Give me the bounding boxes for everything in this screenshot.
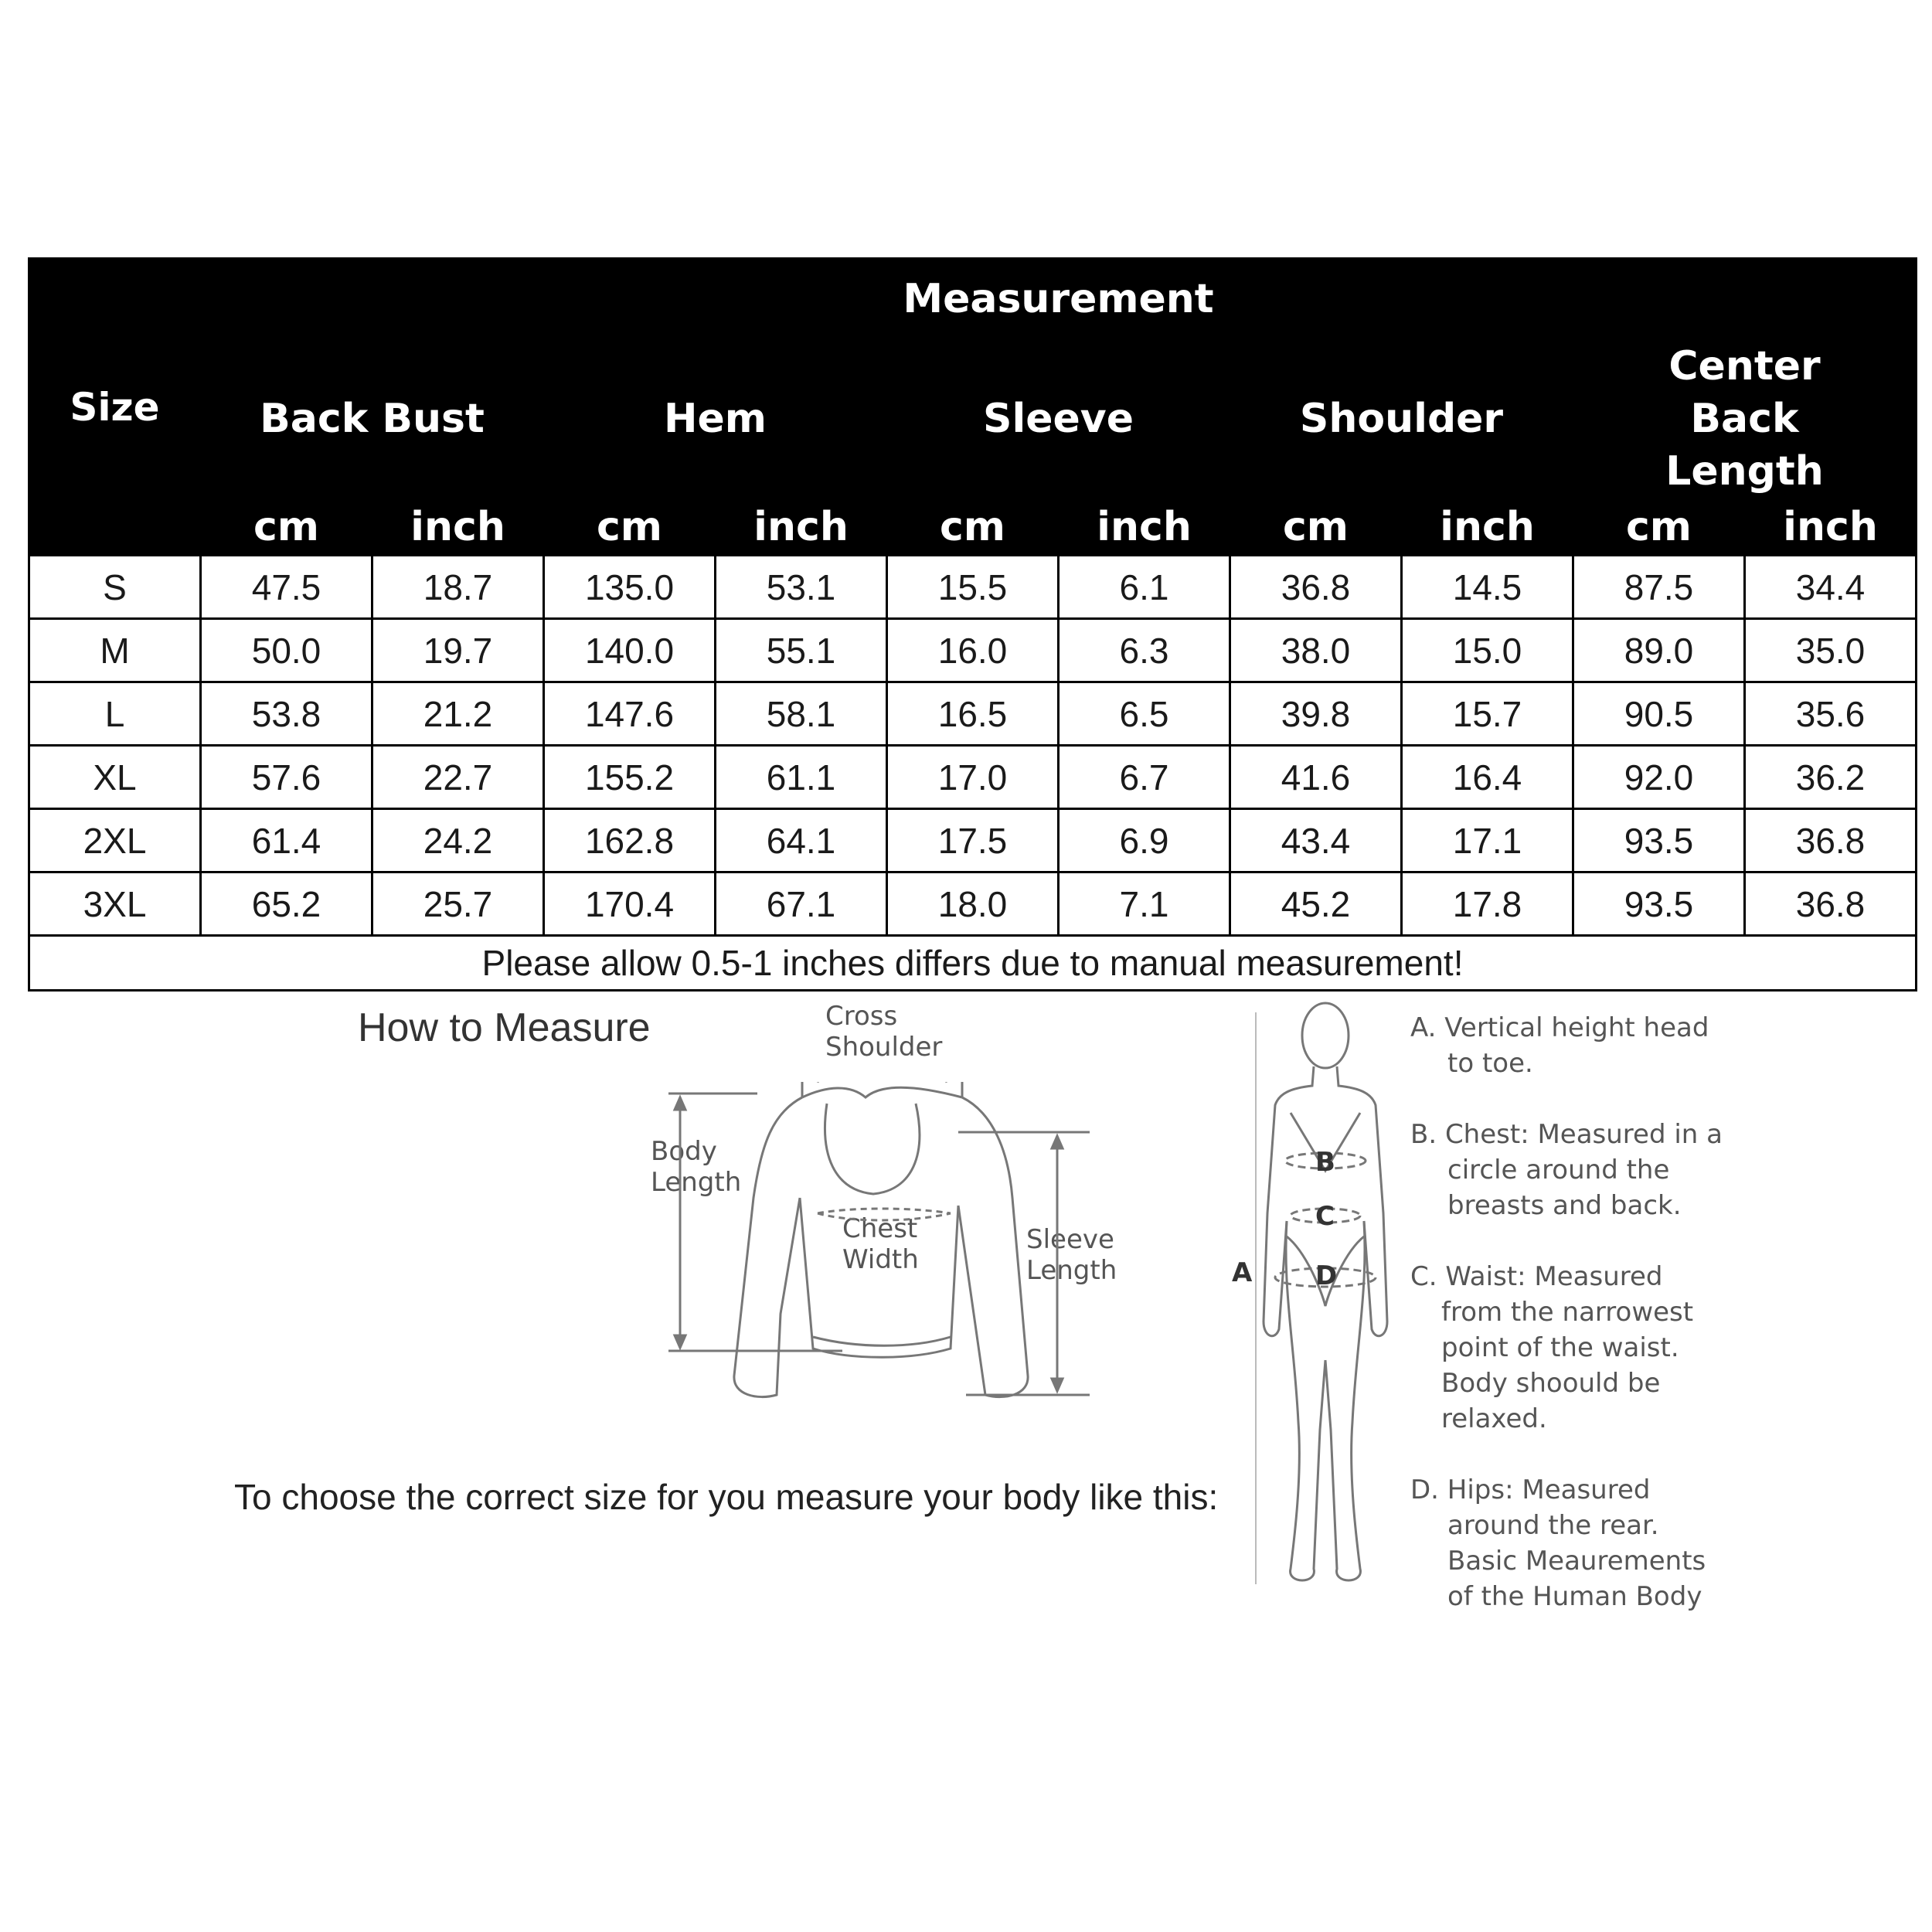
note-d-line: D. Hips: Measured [1410, 1475, 1651, 1505]
unit-inch: inch [1745, 499, 1917, 556]
value-cell: 17.5 [887, 809, 1059, 872]
body-length-label-line1: Body [651, 1136, 717, 1167]
cross-shoulder-label [825, 1001, 942, 1063]
note-b-line: B. Chest: Measured in a [1410, 1119, 1723, 1150]
value-cell: 7.1 [1059, 872, 1230, 936]
shoulder-header: Shoulder [1230, 339, 1573, 499]
note-b [1410, 1117, 1723, 1223]
table-row [29, 682, 1917, 746]
value-cell: 39.8 [1230, 682, 1402, 746]
unit-cm: cm [887, 499, 1059, 556]
value-cell: 64.1 [716, 809, 887, 872]
value-cell: 38.0 [1230, 619, 1402, 682]
value-cell: 53.8 [201, 682, 372, 746]
sleeve-length-label-line2: Length [1026, 1255, 1117, 1286]
value-cell: 6.9 [1059, 809, 1230, 872]
value-cell: 17.1 [1402, 809, 1573, 872]
value-cell: 35.6 [1745, 682, 1917, 746]
value-cell: 45.2 [1230, 872, 1402, 936]
label-a: A [1232, 1257, 1253, 1288]
value-cell: 92.0 [1573, 746, 1745, 809]
table-row [29, 809, 1917, 872]
value-cell: 67.1 [716, 872, 887, 936]
measurement-header: Measurement [201, 259, 1917, 339]
value-cell: 34.4 [1745, 556, 1917, 619]
value-cell: 170.4 [544, 872, 716, 936]
note-d-line: Basic Meaurements [1447, 1546, 1706, 1577]
back-bust-header: Back Bust [201, 339, 544, 499]
sleeve-header: Sleeve [887, 339, 1230, 499]
center-back-length-label: Center Back Length [1665, 343, 1824, 495]
note-c-line: from the narrowest [1441, 1297, 1694, 1328]
note-b-line: circle around the [1447, 1155, 1670, 1185]
size-chart-table [28, 257, 1917, 992]
table-row [29, 619, 1917, 682]
size-cell: 3XL [29, 872, 201, 936]
note-a [1410, 1010, 1709, 1081]
value-cell: 22.7 [372, 746, 544, 809]
unit-inch: inch [1402, 499, 1573, 556]
hem-header: Hem [544, 339, 887, 499]
value-cell: 36.8 [1745, 809, 1917, 872]
note-c-line: relaxed. [1441, 1403, 1547, 1434]
value-cell: 25.7 [372, 872, 544, 936]
value-cell: 55.1 [716, 619, 887, 682]
header-row-measurement [29, 259, 1917, 339]
value-cell: 162.8 [544, 809, 716, 872]
value-cell: 90.5 [1573, 682, 1745, 746]
value-cell: 93.5 [1573, 872, 1745, 936]
note-c-line: C. Waist: Measured [1410, 1261, 1663, 1292]
unit-cm: cm [1573, 499, 1745, 556]
value-cell: 15.5 [887, 556, 1059, 619]
value-cell: 87.5 [1573, 556, 1745, 619]
body-length-label-line2: Length [651, 1167, 742, 1198]
value-cell: 41.6 [1230, 746, 1402, 809]
value-cell: 36.2 [1745, 746, 1917, 809]
value-cell: 36.8 [1745, 872, 1917, 936]
note-row [29, 936, 1917, 991]
note-c [1410, 1259, 1693, 1437]
unit-inch: inch [1059, 499, 1230, 556]
value-cell: 61.4 [201, 809, 372, 872]
label-c: C [1315, 1201, 1335, 1232]
label-b: B [1315, 1147, 1335, 1178]
value-cell: 6.3 [1059, 619, 1230, 682]
note-a-line: A. Vertical height head [1410, 1012, 1709, 1043]
human-body-diagram-icon [1221, 997, 1399, 1592]
value-cell: 6.7 [1059, 746, 1230, 809]
unit-inch: inch [716, 499, 887, 556]
header-row-groups [29, 339, 1917, 499]
value-cell: 15.7 [1402, 682, 1573, 746]
value-cell: 43.4 [1230, 809, 1402, 872]
value-cell: 17.0 [887, 746, 1059, 809]
value-cell: 57.6 [201, 746, 372, 809]
value-cell: 65.2 [201, 872, 372, 936]
value-cell: 24.2 [372, 809, 544, 872]
value-cell: 19.7 [372, 619, 544, 682]
size-header: Size [29, 259, 201, 556]
note-b-line: breasts and back. [1447, 1190, 1682, 1221]
value-cell: 147.6 [544, 682, 716, 746]
unit-cm: cm [544, 499, 716, 556]
value-cell: 21.2 [372, 682, 544, 746]
value-cell: 6.5 [1059, 682, 1230, 746]
note-d-line: around the rear. [1447, 1510, 1659, 1541]
chest-width-label-line1: Chest [842, 1213, 918, 1244]
chest-width-label-line2: Width [842, 1244, 919, 1275]
note-d [1410, 1472, 1706, 1614]
size-cell: XL [29, 746, 201, 809]
value-cell: 140.0 [544, 619, 716, 682]
sweater-diagram-icon [634, 1082, 1113, 1422]
cross-shoulder-label-line2: Shoulder [825, 1032, 943, 1063]
how-to-measure-title: How to Measure [358, 1005, 651, 1050]
table-row [29, 872, 1917, 936]
note-c-line: point of the waist. [1441, 1332, 1679, 1363]
value-cell: 18.0 [887, 872, 1059, 936]
cross-shoulder-label-line1: Cross [825, 1001, 898, 1032]
value-cell: 61.1 [716, 746, 887, 809]
size-rows [29, 556, 1917, 936]
value-cell: 6.1 [1059, 556, 1230, 619]
size-cell: M [29, 619, 201, 682]
choose-size-instruction: To choose the correct size for you measure your body like this: [234, 1477, 1219, 1517]
note-d-line: of the Human Body [1447, 1581, 1702, 1612]
value-cell: 15.0 [1402, 619, 1573, 682]
size-cell: S [29, 556, 201, 619]
value-cell: 58.1 [716, 682, 887, 746]
value-cell: 18.7 [372, 556, 544, 619]
value-cell: 135.0 [544, 556, 716, 619]
size-cell: L [29, 682, 201, 746]
value-cell: 50.0 [201, 619, 372, 682]
value-cell: 16.4 [1402, 746, 1573, 809]
value-cell: 47.5 [201, 556, 372, 619]
table-row [29, 746, 1917, 809]
value-cell: 36.8 [1230, 556, 1402, 619]
value-cell: 16.0 [887, 619, 1059, 682]
value-cell: 35.0 [1745, 619, 1917, 682]
table-row [29, 556, 1917, 619]
unit-cm: cm [1230, 499, 1402, 556]
label-d: D [1315, 1260, 1338, 1291]
sleeve-length-label-line1: Sleeve [1026, 1224, 1114, 1255]
value-cell: 89.0 [1573, 619, 1745, 682]
center-back-length-header [1573, 339, 1917, 499]
value-cell: 17.8 [1402, 872, 1573, 936]
value-cell: 155.2 [544, 746, 716, 809]
note-a-line: to toe. [1447, 1048, 1533, 1079]
value-cell: 14.5 [1402, 556, 1573, 619]
value-cell: 53.1 [716, 556, 887, 619]
value-cell: 93.5 [1573, 809, 1745, 872]
measurement-note: Please allow 0.5-1 inches differs due to manual measurement! [29, 936, 1917, 991]
note-c-line: Body shoould be [1441, 1368, 1661, 1399]
unit-cm: cm [201, 499, 372, 556]
header-row-units [29, 499, 1917, 556]
size-cell: 2XL [29, 809, 201, 872]
value-cell: 16.5 [887, 682, 1059, 746]
unit-inch: inch [372, 499, 544, 556]
